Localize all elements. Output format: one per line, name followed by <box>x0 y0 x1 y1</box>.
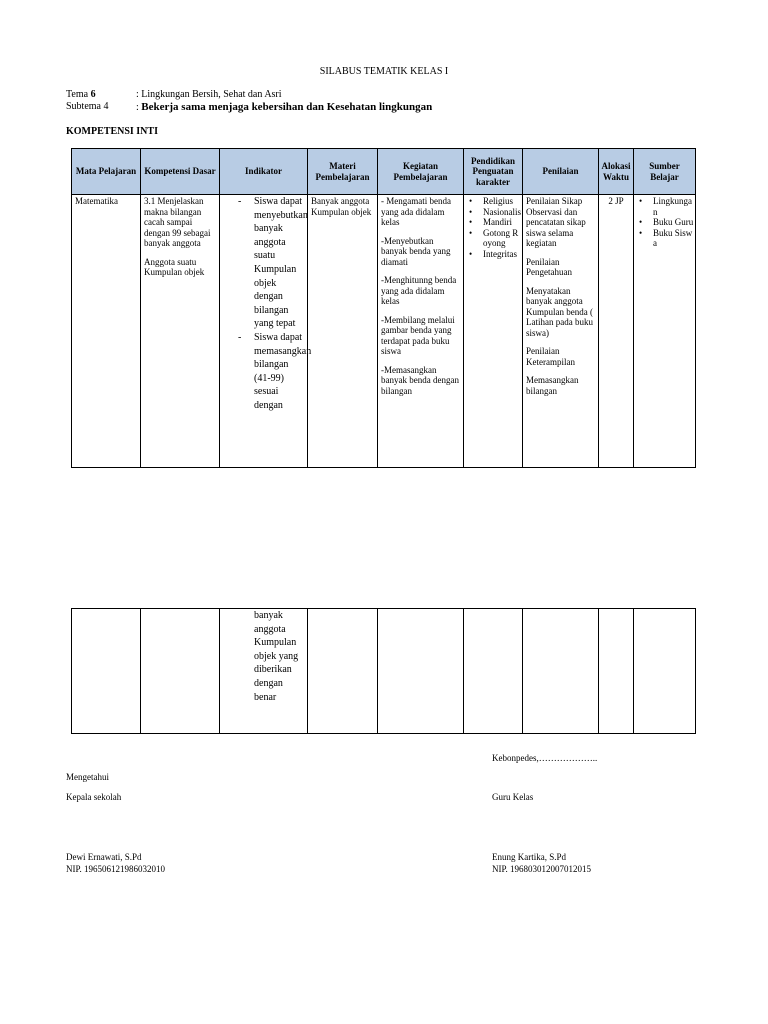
header-kegiatan: Kegiatan Pembelajaran <box>378 149 464 195</box>
cell-karakter <box>464 195 523 468</box>
penilaian-item: Penilaian Keterampilan <box>526 346 575 367</box>
karakter-item: • Religius <box>465 196 521 207</box>
kegiatan-item: -Memasangkan banyak benda dengan bilangan <box>381 364 459 396</box>
kegiatan-item: -Menghitunng benda yang ada didalam kelas <box>381 275 457 306</box>
header-alokasi: Alokasi Waktu <box>599 149 634 195</box>
place-date: Kebonpedes,……………….. <box>492 753 598 763</box>
table-row <box>72 195 696 468</box>
kegiatan-item: - Mengamati benda yang ada didalam kelas <box>381 196 451 227</box>
header-sumber: Sumber Belajar <box>634 149 696 195</box>
guru-name: Enung Kartika, S.Pd <box>492 852 566 862</box>
syllabus-table-continued <box>71 608 696 734</box>
kegiatan-item: -Membilang melalui gambar benda yang terdapat pada buku siswa <box>381 314 455 356</box>
kegiatan-item: -Menyebutkan banyak benda yang diamati <box>381 235 451 267</box>
kompetensi-inti-heading: KOMPETENSI INTI <box>66 126 158 137</box>
subtema-label: Subtema 4 <box>66 101 109 112</box>
cell-karakter-empty <box>464 609 523 734</box>
cell-sumber <box>634 195 696 468</box>
mengetahui-label: Mengetahui <box>66 772 109 782</box>
cell-alokasi-empty <box>599 609 634 734</box>
cell-sumber-empty <box>634 609 696 734</box>
cell-kd <box>141 195 220 468</box>
syllabus-table <box>71 148 696 468</box>
tema-line <box>66 89 466 101</box>
header-penilaian: Penilaian <box>523 149 599 195</box>
header-kompetensi-dasar: Kompetensi Dasar <box>141 149 220 195</box>
header-materi: Materi Pembelajaran <box>308 149 378 195</box>
header-indikator: Indikator <box>220 149 308 195</box>
sumber-item: • Buku Siswa <box>635 228 694 249</box>
indikator-continued: banyak anggota Kumpulan objek yang diberikan dengan benar <box>254 610 299 703</box>
cell-penilaian <box>523 195 599 468</box>
cell-indikator-cont <box>220 609 308 734</box>
cell-indikator <box>220 195 312 468</box>
indikator-item: - Siswa dapat menyebutkan banyak anggota suatu Kumpulan objek dengan bilangan yang tepat <box>220 195 307 331</box>
header-karakter: Pendidikan Penguatan karakter <box>464 149 523 195</box>
karakter-item: • Integritas <box>465 249 521 260</box>
cell-mapel: Matematika <box>72 195 141 468</box>
penilaian-item: Penilaian Sikap Observasi dan pencatatan sikap siswa selama kegiatan <box>526 196 586 248</box>
subtema-value: : Bekerja sama menjaga kebersihan dan Kesehatan lingkungan <box>136 101 433 113</box>
header-mata-pelajaran: Mata Pelajaran <box>72 149 141 195</box>
kepala-name: Dewi Ernawati, S.Pd <box>66 852 142 862</box>
table-row <box>72 609 696 734</box>
tema-label: Tema 6 <box>66 89 96 100</box>
penilaian-item: Memasangkan bilangan <box>526 375 579 396</box>
kd-text: Anggota suatu Kumpulan objek <box>144 256 205 277</box>
karakter-item: • Mandiri <box>465 217 521 228</box>
penilaian-item: Penilaian Pengetahuan <box>526 256 572 277</box>
cell-kd-empty <box>141 609 220 734</box>
sumber-item: • Lingkungan <box>635 196 694 217</box>
cell-alokasi: 2 JP <box>599 195 634 468</box>
indikator-item: - Siswa dapat memasangkan bilangan (41-99) sesuai dengan <box>220 331 307 413</box>
karakter-item: • Gotong Royong <box>465 228 521 249</box>
tema-value: : Lingkungan Bersih, Sehat dan Asri <box>136 89 282 100</box>
subtema-line <box>66 101 486 113</box>
cell-materi-empty <box>308 609 378 734</box>
sumber-item: • Buku Guru <box>635 217 694 228</box>
kd-text: 3.1 Menjelaskan makna bilangan cacah sampai dengan 99 sebagai banyak anggota <box>144 196 211 248</box>
karakter-item: • Nasionalis <box>465 207 521 218</box>
cell-materi: Banyak anggota Kumpulan objek <box>308 195 378 468</box>
document-title: SILABUS TEMATIK KELAS I <box>319 66 449 77</box>
guru-kelas-label: Guru Kelas <box>492 792 534 802</box>
penilaian-item: Menyatakan banyak anggota Kumpulan benda ( Latihan pada buku siswa) <box>526 285 593 338</box>
kepala-sekolah-label: Kepala sekolah <box>66 792 122 802</box>
guru-nip: NIP. 196803012007012015 <box>492 864 592 874</box>
cell-kegiatan-empty <box>378 609 464 734</box>
kepala-nip: NIP. 196506121986032010 <box>66 864 166 874</box>
cell-mapel-empty <box>72 609 141 734</box>
cell-penilaian-empty <box>523 609 599 734</box>
table-header-row <box>72 149 696 195</box>
cell-kegiatan <box>378 195 464 468</box>
